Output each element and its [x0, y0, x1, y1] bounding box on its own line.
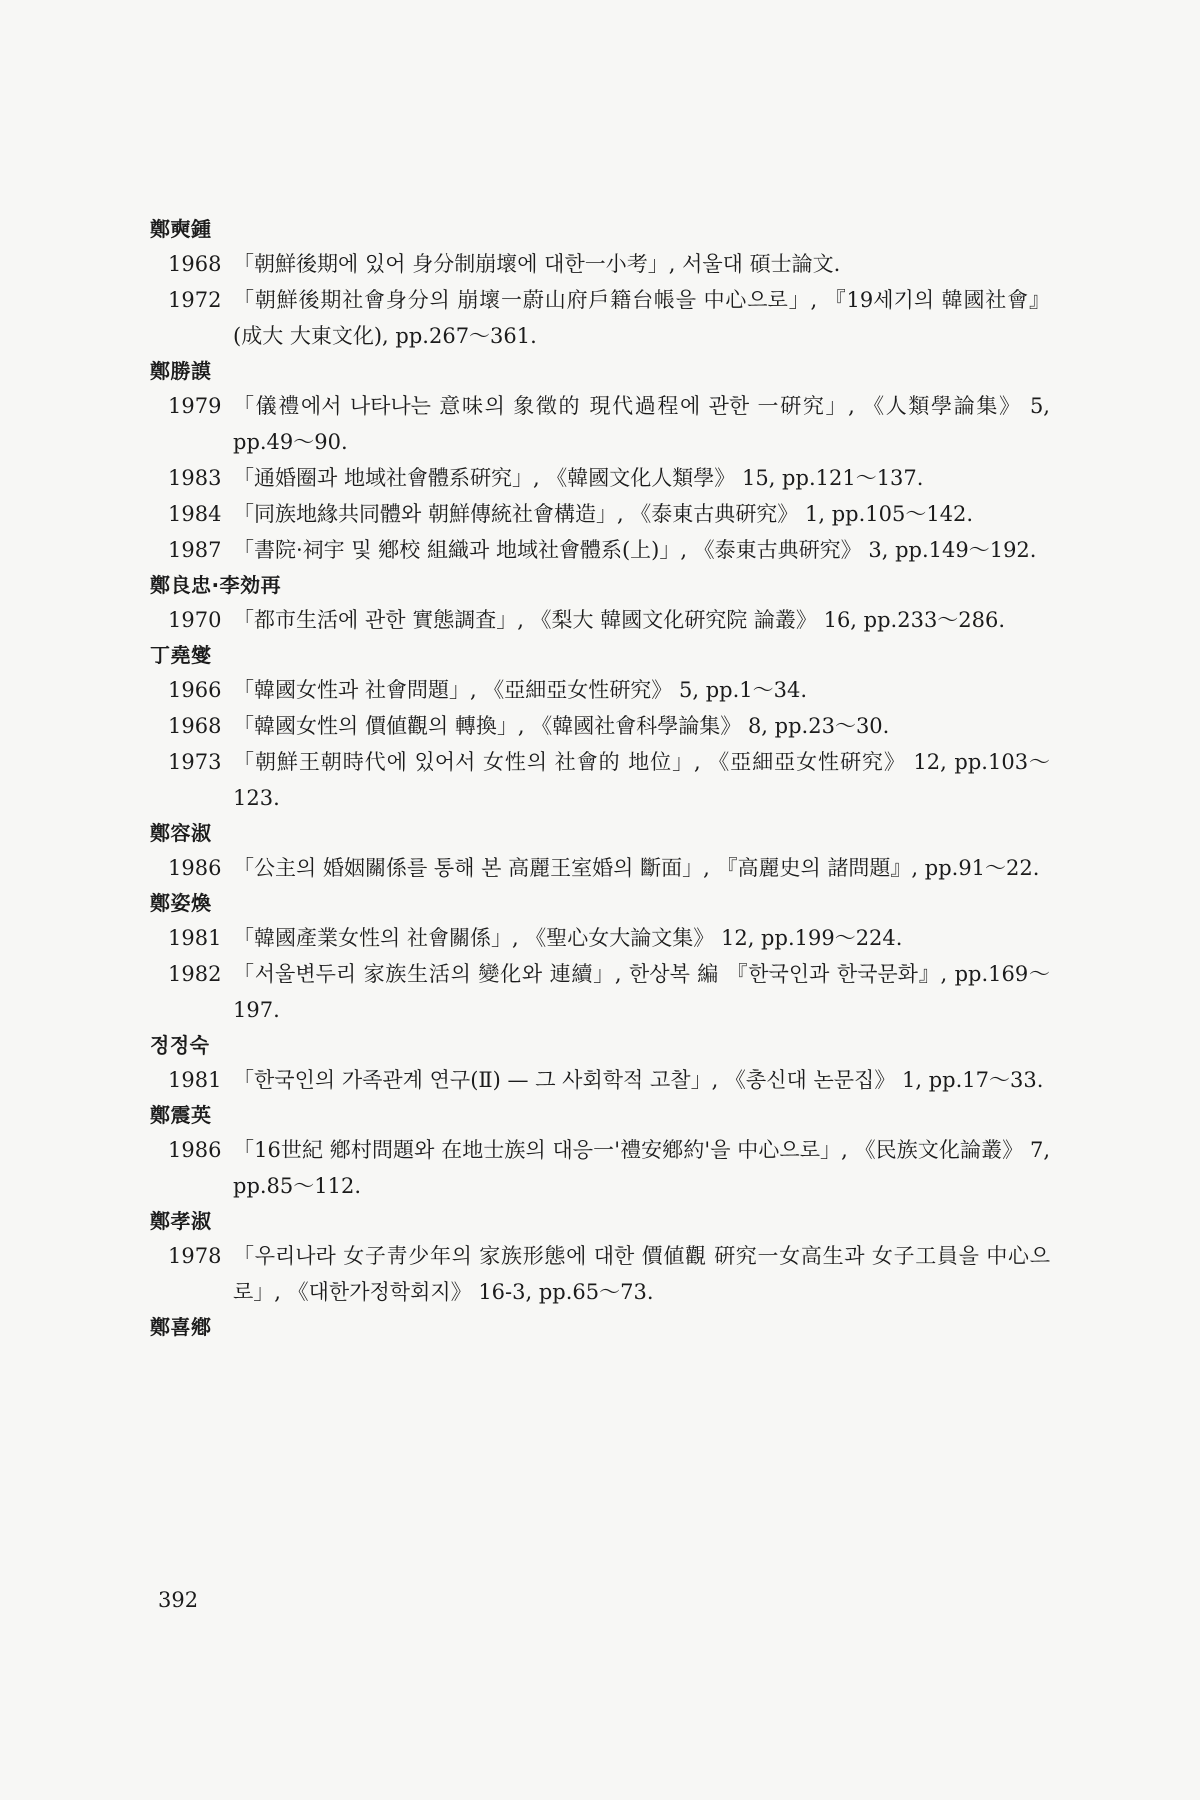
entry-year: 1986 [168, 1138, 222, 1162]
bibliography-entry [150, 460, 1050, 496]
author-name: 정정숙 [150, 1033, 210, 1057]
author-name: 鄭奭鍾 [150, 217, 212, 241]
entry-year: 1972 [168, 288, 222, 312]
entry-citation: 「서울변두리 家族生活의 變化와 連續」, 한상복 編 『한국인과 한국문화』, pp.169～197. [233, 962, 1050, 1022]
bibliography-entry [150, 850, 1050, 886]
entry-citation: 「同族地緣共同體와 朝鮮傳統社會構造」, 《泰東古典硏究》 1, pp.105～142. [233, 502, 974, 526]
entry-citation: 「書院·祠宇 및 鄕校 組織과 地域社會體系(上)」, 《泰東古典硏究》 3, pp.149～192. [233, 538, 1037, 562]
author-section [150, 1310, 1050, 1344]
entry-year: 1968 [168, 252, 222, 276]
author-name: 鄭喜鄕 [150, 1315, 212, 1339]
entry-year: 1986 [168, 856, 222, 880]
bibliography-entry [150, 388, 1050, 460]
bibliography-entry [150, 282, 1050, 354]
entry-citation: 「朝鮮後期社會身分의 崩壞一蔚山府戶籍台帳을 中心으로」, 『19세기의 韓國社會』(成大 大東文化), pp.267～361. [233, 288, 1050, 348]
entry-citation: 「儀禮에서 나타나는 意味의 象徵的 現代過程에 관한 一硏究」, 《人類學論集》 5, pp.49～90. [233, 394, 1050, 454]
bibliography-entry [150, 1238, 1050, 1310]
page-number: 392 [158, 1588, 199, 1612]
entry-citation: 「朝鮮王朝時代에 있어서 女性의 社會的 地位」, 《亞細亞女性硏究》 12, pp.103～123. [233, 750, 1050, 810]
entry-year: 1981 [168, 926, 222, 950]
author-section [150, 638, 1050, 816]
bibliography-page [150, 212, 1050, 1344]
bibliography-entry [150, 1132, 1050, 1204]
entry-citation: 「公主의 婚姻關係를 통해 본 高麗王室婚의 斷面」, 『高麗史의 諸問題』, pp.91～22. [233, 856, 1040, 880]
author-name: 鄭震英 [150, 1103, 212, 1127]
author-name: 鄭勝謨 [150, 359, 212, 383]
author-section [150, 1098, 1050, 1204]
author-section [150, 1204, 1050, 1310]
entry-citation: 「朝鮮後期에 있어 身分制崩壞에 대한一小考」, 서울대 碩士論文. [233, 252, 841, 276]
entry-citation: 「韓國女性과 社會問題」, 《亞細亞女性硏究》 5, pp.1～34. [233, 678, 808, 702]
entry-year: 1968 [168, 714, 222, 738]
bibliography-entry [150, 1062, 1050, 1098]
bibliography-entry [150, 708, 1050, 744]
entry-citation: 「都市生活에 관한 實態調査」, 《梨大 韓國文化硏究院 論叢》 16, pp.233～286. [233, 608, 1006, 632]
entry-citation: 「우리나라 女子靑少年의 家族形態에 대한 價値觀 硏究一女高生과 女子工員을 中心으로」, 《대한가정학회지》 16-3, pp.65～73. [233, 1244, 1050, 1304]
entry-year: 1981 [168, 1068, 222, 1092]
entry-year: 1978 [168, 1244, 222, 1268]
bibliography-entry [150, 956, 1050, 1028]
author-section [150, 212, 1050, 354]
entry-citation: 「韓國產業女性의 社會關係」, 《聖心女大論文集》 12, pp.199～224. [233, 926, 903, 950]
author-section [150, 816, 1050, 886]
entry-citation: 「通婚圈과 地域社會體系硏究」, 《韓國文化人類學》 15, pp.121～137. [233, 466, 924, 490]
entry-year: 1982 [168, 962, 222, 986]
bibliography-entry [150, 602, 1050, 638]
bibliography-entry [150, 920, 1050, 956]
author-section [150, 886, 1050, 1028]
author-name: 鄭孝淑 [150, 1209, 212, 1233]
bibliography-entry [150, 496, 1050, 532]
entry-year: 1983 [168, 466, 222, 490]
author-name: 鄭容淑 [150, 821, 212, 845]
bibliography-entry [150, 672, 1050, 708]
entry-citation: 「한국인의 가족관계 연구(Ⅱ) — 그 사회학적 고찰」, 《총신대 논문집》 1, pp.17～33. [233, 1068, 1044, 1092]
entry-year: 1979 [168, 394, 222, 418]
author-name: 鄭姿煥 [150, 891, 212, 915]
entry-year: 1984 [168, 502, 222, 526]
bibliography-entry [150, 532, 1050, 568]
author-name: 丁堯燮 [150, 643, 212, 667]
author-section [150, 568, 1050, 638]
entry-year: 1966 [168, 678, 222, 702]
entry-citation: 「16世紀 鄕村問題와 在地士族의 대응一'禮安鄕約'을 中心으로」, 《民族文化論叢》 7, pp.85～112. [233, 1138, 1050, 1198]
entry-citation: 「韓國女性의 價値觀의 轉換」, 《韓國社會科學論集》 8, pp.23～30. [233, 714, 890, 738]
entry-year: 1973 [168, 750, 222, 774]
bibliography-entry [150, 744, 1050, 816]
bibliography-entry [150, 246, 1050, 282]
author-section [150, 354, 1050, 568]
author-name: 鄭良忠·李効再 [150, 573, 282, 597]
author-section [150, 1028, 1050, 1098]
entry-year: 1970 [168, 608, 222, 632]
entry-year: 1987 [168, 538, 222, 562]
